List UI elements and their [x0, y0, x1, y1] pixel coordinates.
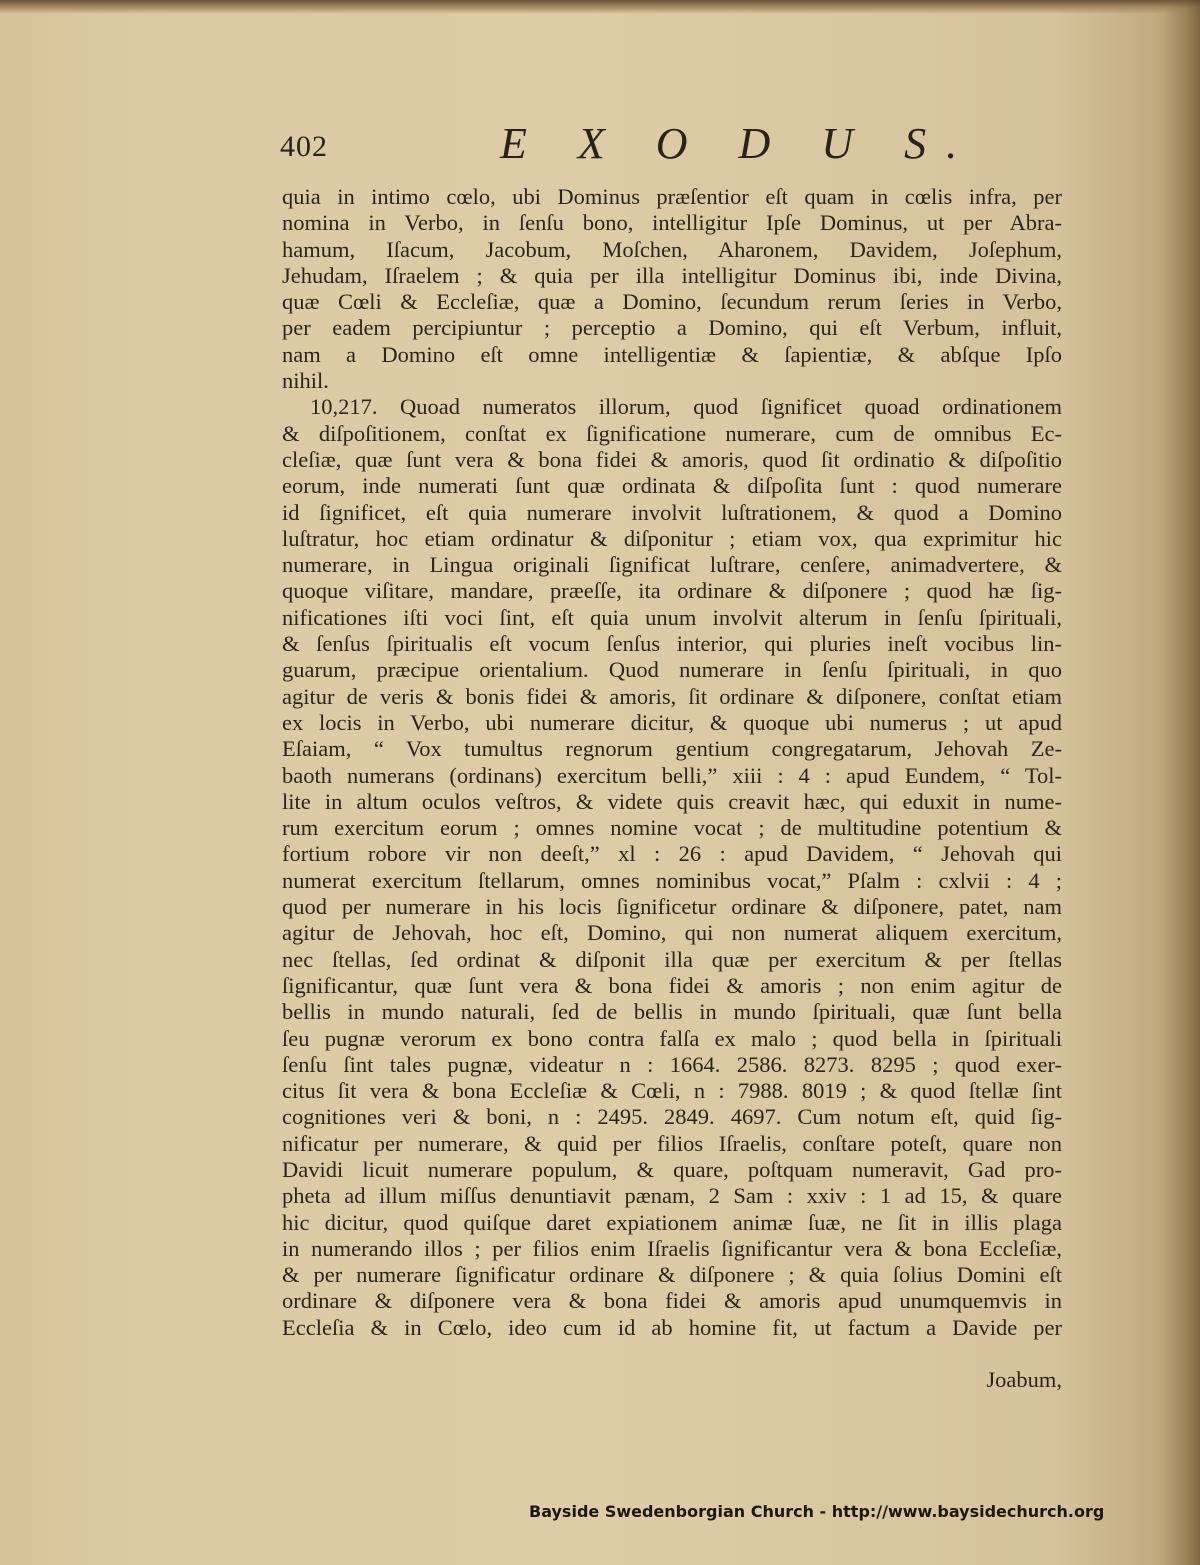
text-line: Jehudam, Iſraelem ; & quia per illa intelligitur Dominus ibi, inde Divina, [282, 262, 1062, 288]
text-line: nam a Domino eſt omne intelligentiæ & ſapientiæ, & abſque Ipſo [282, 341, 1062, 367]
body-text [282, 184, 1062, 1394]
text-line: nomina in Verbo, in ſenſu bono, intelligitur Ipſe Dominus, ut per Abra- [282, 210, 1062, 236]
text-line: hic dicitur, quod quiſque daret expiationem animæ ſuæ, ne ſit in illis plaga [282, 1209, 1062, 1235]
text-line: id ſignificet, eſt quia numerare involvit luſtrationem, & quod a Domino [282, 499, 1062, 525]
text-line: per eadem percipiuntur ; perceptio a Domino, qui eſt Verbum, influit, [282, 315, 1062, 341]
text-line: lite in altum oculos veſtros, & videte quis creavit hæc, qui eduxit in nume- [282, 788, 1062, 814]
text-line: ſeu pugnæ verorum ex bono contra falſa ex malo ; quod bella in ſpirituali [282, 1025, 1062, 1051]
text-line: citus ſit vera & bona Eccleſiæ & Cœli, n : 7988. 8019 ; & quod ſtellæ ſint [282, 1078, 1062, 1104]
text-line: guarum, præcipue orientalium. Quod numerare in ſenſu ſpirituali, in quo [282, 657, 1062, 683]
text-line: quoque viſitare, mandare, præeſſe, ita ordinare & diſponere ; quod hæ ſig- [282, 578, 1062, 604]
text-line [282, 1341, 1062, 1367]
text-line: rum exercitum eorum ; omnes nomine vocat ; de multitudine potentium & [282, 815, 1062, 841]
text-line: hamum, Iſacum, Jacobum, Moſchen, Aharonem, Davidem, Joſephum, [282, 236, 1062, 262]
text-line: in numerando illos ; per filios enim Iſraelis ſignificantur vera & bona Eccleſiæ, [282, 1235, 1062, 1261]
text-line: eorum, inde numerati ſunt quæ ordinata & diſpoſita ſunt : quod numerare [282, 473, 1062, 499]
text-line: bellis in mundo naturali, ſed de bellis in mundo ſpirituali, quæ ſunt bella [282, 999, 1062, 1025]
text-line: baoth numerans (ordinans) exercitum belli,” xiii : 4 : apud Eundem, “ Tol- [282, 762, 1062, 788]
text-line: & diſpoſitionem, conſtat ex ſignificatione numerare, cum de omnibus Ec- [282, 420, 1062, 446]
text-line: ordinare & diſponere vera & bona fidei & amoris apud unumquemvis in [282, 1288, 1062, 1314]
page-gutter-shadow [1164, 0, 1200, 1565]
paragraph-start-10217: 10,217. Quoad numeratos illorum, quod ſignificet quoad ordinationem [310, 394, 1062, 420]
text-line: nihil. [282, 368, 329, 394]
text-line: Eſaiam, “ Vox tumultus regnorum gentium congregatarum, Jehovah Ze- [282, 736, 1062, 762]
text-line: & per numerare ſignificatur ordinare & diſponere ; & quia ſolius Domini eſt [282, 1262, 1062, 1288]
text-line: cleſiæ, quæ ſunt vera & bona fidei & amoris, quod ſit ordinatio & diſpoſitio [282, 446, 1062, 472]
text-line: quæ Cœli & Eccleſiæ, quæ a Domino, ſecundum rerum ſeries in Verbo, [282, 289, 1062, 315]
text-line: & ſenſus ſpiritualis eſt vocum ſenſus interior, qui pluries ineſt vocibus lin- [282, 631, 1062, 657]
text-line: nificationes iſti voci ſint, eſt quia unum involvit alterum in ſenſu ſpirituali, [282, 604, 1062, 630]
catchword: Joabum, [986, 1367, 1062, 1393]
text-line: nec ſtellas, ſed ordinat & diſponit illa quæ per exercitum & per ſtellas [282, 946, 1062, 972]
text-line: ſignificantur, quæ ſunt vera & bona fidei & amoris ; non enim agitur de [282, 972, 1062, 998]
text-line: numerare, in Lingua originali ſignificat luſtrare, cenſere, animadvertere, & [282, 552, 1062, 578]
text-line: Eccleſia & in Cœlo, ideo cum id ab homine fit, ut factum a Davide per [282, 1314, 1062, 1340]
footer-credit: Bayside Swedenborgian Church - http://www.baysidechurch.org [529, 1502, 1105, 1521]
page-number: 402 [280, 130, 328, 163]
text-line: quia in intimo cœlo, ubi Dominus præſentior eſt quam in cœlis infra, per [282, 184, 1062, 209]
text-line: luſtratur, hoc etiam ordinatur & diſponitur ; etiam vox, qua exprimitur hic [282, 525, 1062, 551]
text-line: fortium robore vir non deeſt,” xl : 26 : apud Davidem, “ Jehovah qui [282, 841, 1062, 867]
text-line: numerat exercitum ſtellarum, omnes nominibus vocat,” Pſalm : cxlvii : 4 ; [282, 867, 1062, 893]
text-line: ex locis in Verbo, ubi numerare dicitur, & quoque ubi numerus ; ut apud [282, 709, 1062, 735]
text-line: ſenſu ſint tales pugnæ, videatur n : 1664. 2586. 8273. 8295 ; quod exer- [282, 1051, 1062, 1077]
text-line: agitur de veris & bonis fidei & amoris, ſit ordinare & diſponere, conſtat etiam [282, 683, 1062, 709]
running-title: E X O D U S. [500, 119, 978, 168]
text-line: Davidi licuit numerare populum, & quare, poſtquam numeravit, Gad pro- [282, 1156, 1062, 1182]
text-line: pheta ad illum miſſus denuntiavit pænam, 2 Sam : xxiv : 1 ad 15, & quare [282, 1183, 1062, 1209]
text-line: quod per numerare in his locis ſignificetur ordinare & diſponere, patet, nam [282, 894, 1062, 920]
text-line: nificatur per numerare, & quid per filios Iſraelis, conſtare poteſt, quare non [282, 1130, 1062, 1156]
text-line: cognitiones veri & boni, n : 2495. 2849. 4697. Cum notum eſt, quid ſig- [282, 1104, 1062, 1130]
page-top-edge [0, 0, 1200, 14]
text-line: agitur de Jehovah, hoc eſt, Domino, qui non numerat aliquem exercitum, [282, 920, 1062, 946]
